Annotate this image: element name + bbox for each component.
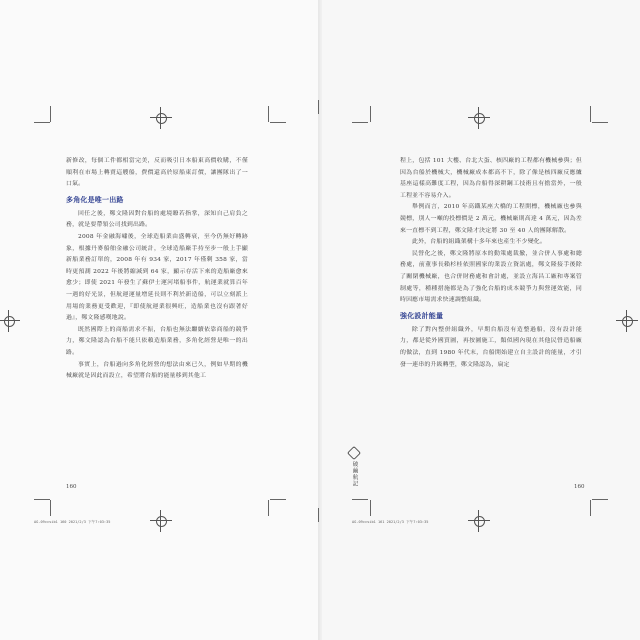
registration-mark-icon — [616, 310, 638, 332]
print-slug: AG-09ccsib1 160 2021/2/3 下午7:03:35 — [34, 520, 111, 524]
registration-mark-icon — [468, 107, 490, 129]
crop-mark — [592, 122, 608, 123]
paragraph: 新修改，每個工件都相當完美，反而吸引日本船東高價收購，不僅順利在市場上轉賣這艘船，費價還高於原船東訂價，讓團隊出了一口氣。 — [66, 158, 248, 188]
paragraph: 舉例而言，2010 年高鐵某座大橋的工程開標，機械廠也參與競標，別人一噸的投標價是 2 萬元，機械廠則高達 4 萬元，因為差來一直標不到工程，鄭文隆才決定將 30 至 40 人的團隊解散。 — [400, 204, 582, 234]
paragraph: 回任之後，鄭文隆因對台船的處境瞭若指掌，深知自己肩負之務，就是要帶領公司找到出路。 — [66, 210, 248, 229]
crop-mark — [50, 106, 51, 122]
right-body-text — [400, 156, 582, 371]
paragraph: 2008 年金融海嘯後，全球造船業由盛轉衰，至今仍無好轉跡象，根據丹麥船舶金融公司統計，全球造船廠手持至步一般上手顯新船業務訂單的，2008 年有 934 家，2017 年僅剩 358 家，當時更預測 2022 年後將縮減到 64 家，顯示存活下來的造船廠愈來愈少；即使 2021 年發生了蘇伊士運河堵船事件，航運業就算百年一遇的好光景，但航運運量增延長則不利於新造船，可以立刻派上用場的業務更受歡迎，『即使航運業很興旺，造船業也沒有跟著好過』，鄭文隆感嘆地說。 — [66, 233, 248, 322]
crop-mark — [270, 122, 286, 123]
registration-mark-icon — [0, 310, 20, 332]
crop-mark — [592, 499, 608, 500]
left-body-text — [66, 156, 248, 383]
registration-mark-icon — [150, 510, 172, 532]
registration-mark-icon — [150, 107, 172, 129]
crop-mark — [370, 106, 371, 122]
crop-mark — [370, 500, 371, 516]
crop-mark — [268, 106, 269, 122]
crop-mark — [318, 100, 319, 114]
crop-mark — [34, 499, 50, 500]
print-slug: AG-09ccsib1 161 2021/2/3 下午7:03:35 — [352, 520, 429, 524]
running-title — [348, 448, 360, 490]
paragraph: 除了對內整併組織外，早期台船沒有造整過船，沒有設計能力，都是從外國買圖，再按圖施工，類似國內現在其他民營造船廠的做法，直到 1980 年代末，台船開始建立自主設計的能量，才引發一連串的升級轉型，鄭文隆認為，扁定 — [400, 326, 582, 368]
crop-mark — [268, 500, 269, 516]
crop-mark — [352, 499, 368, 500]
crop-mark — [270, 499, 286, 500]
crop-mark — [590, 106, 591, 122]
page-number: 160 — [574, 484, 585, 490]
paragraph: 民營化之後，鄭文隆將原本的動策處裁撤，並合併人事處和總務處，前董事長賴杉桂依照國家的業設立資訊處，鄭文隆接手後除了關閉機械廠，也合併財務處和會計處，並設立海昌工廠和專案管制處等，種種措施都是為了強化台船的成本競爭力與營運效能，同時因應市場需求快速調整組織。 — [400, 250, 582, 304]
section-heading: 強化設計能量 — [400, 311, 444, 320]
crop-mark — [590, 500, 591, 516]
registration-mark-icon — [468, 510, 490, 532]
paragraph: 事實上，台船過向多角化經營的想法由來已久，例如早期的機械廠就是因此而設立，希望將台船的能量移到其他工 — [66, 361, 248, 380]
ornament-icon — [347, 446, 361, 460]
crop-mark — [318, 508, 319, 522]
paragraph: 此外，台船的組織架構十多年來也產生不少變化。 — [412, 239, 546, 246]
book-gutter — [318, 0, 322, 640]
section-heading: 多角化是唯一出路 — [66, 195, 124, 204]
page-number: 160 — [66, 484, 77, 490]
paragraph: 既然國際上的商船需求不振，台船也無法繼續依靠商船的競爭力，鄭文隆認為台船不能只依賴造船業務，多角化經營是唯一的出路。 — [66, 326, 248, 356]
crop-mark — [352, 122, 368, 123]
crop-mark — [50, 500, 51, 516]
paragraph: 程上，包括 101 大樓、台北大蛋、核四廠的工程都有機械參與；但因為台船於機械大，機械廠成本都高不下，除了像是核四廠反應爐基座這樣高難度工程，因為台船得深耕鋼工技術且有擔當外，一般工程並不容易介入。 — [400, 158, 582, 199]
crop-mark — [34, 122, 50, 123]
running-title-text: 破繭航記 — [351, 461, 358, 487]
